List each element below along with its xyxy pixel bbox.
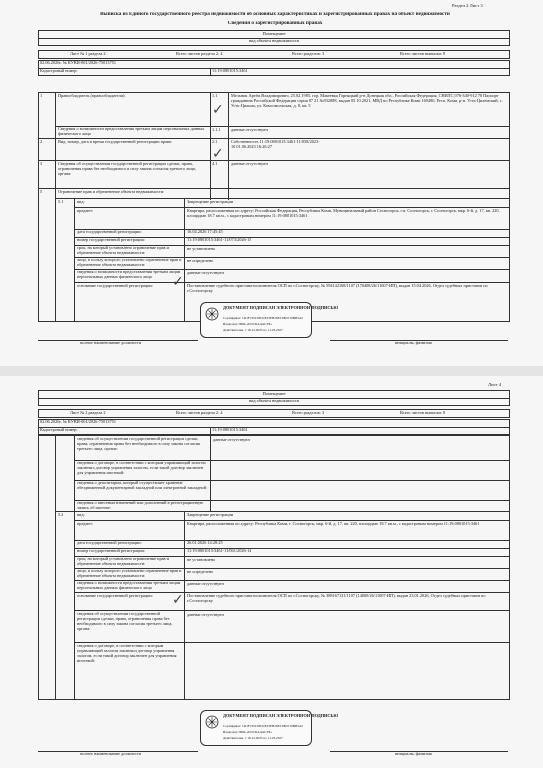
row1b-label: Сведения о возможности предоставления третьим лицам персональных данных физического лица	[58, 127, 205, 136]
stamp-title: ДОКУМЕНТ ПОДПИСАН ЭЛЕКТРОННОЙ ПОДПИСЬЮ	[223, 714, 339, 718]
sheet-1	[0, 0, 543, 366]
stamp-validity: Действителен: с 16.12.2025 по 11.03.2027	[223, 329, 283, 332]
r52-basis: Постановление судебного пристава-исполнителя ОСП по г.Сосногорску, № 388167131/1107 (14000/26/11007-ИП), выдан 23.01.2026, Отдел судебных приставов по г.Сосногорску	[187, 594, 486, 603]
r51-regnum-label: номер государственной регистрации:	[77, 238, 146, 242]
emblem-icon	[205, 307, 219, 321]
sheets-in-extract: Всего листов выписки: 8	[400, 411, 446, 415]
premises-label: Помещение	[262, 391, 286, 396]
cadastral-value: 11:19:0801015:3461	[212, 428, 248, 432]
b-label: сведения о договоре, в соответствии с которым управляющий залогом заключил договор управления залогом, если такой договор заключен для управления ипотекой:	[77, 461, 206, 475]
a-value: данные отсутствуют	[213, 438, 251, 442]
a-label: сведения об осуществлении государственной регистрации сделки, права, ограничения права без необходимого в силу закона согласия третьего лица, органа:	[77, 437, 200, 451]
e-signature-stamp	[200, 710, 339, 746]
row1b-sub: 1.1.1	[212, 128, 221, 132]
sheet-number: Лист № 1 раздела 2	[70, 52, 106, 56]
sheets-in-section: Всего листов раздела 2: 4	[176, 52, 223, 56]
date-number: 02.06.2026г. № КУВИ-001/2026-75013751	[40, 420, 117, 424]
r51-kind: Запрещение регистрации	[187, 200, 234, 204]
r51-basis: Постановление судебного пристава-исполнителя ОСП по г.Сосногорску, № 594142168/1107 (170408/26/11007-ИП), выдан 15.04.2026, Отдел судебных приставов по г.Сосногорску	[187, 284, 488, 293]
check-mark-icon: ✓	[212, 146, 224, 162]
r52-person-label: лицо, в пользу которого установлено ограничение прав и обременение объекта недвижимости:	[77, 569, 182, 578]
r51-regdate-label: дата государственной регистрации:	[77, 230, 142, 234]
object-type-caption: вид объекта недвижимости	[249, 399, 299, 403]
r51-number: 5.1	[58, 200, 64, 204]
r52-privacy: данные отсутствуют	[187, 582, 225, 586]
r51-subject: Квартира, расположенная по адресу: Российская Федерация, Республика Коми, Муниципальный район Сосногорск, г.п. Сосногорск, г. Сосногорск, мкр. 6-й, д. 17, кв. 220, площадью 18.7 кв.м., с кадастровым номером 11:19:0801015:3461	[187, 209, 500, 218]
row3-number: 3	[40, 162, 43, 166]
sheet-corner-label: Раздел 2 Лист 3	[452, 3, 483, 8]
row2-value: Собственность 11:19:0801015:3461-11/058/2023-10 01.06.2023 16:26:27	[231, 140, 320, 149]
sheets-in-extract: Всего листов выписки: 8	[400, 52, 446, 56]
e-signature-stamp	[200, 302, 339, 338]
e-value: данные отсутствуют	[187, 613, 225, 617]
row1-owner: Мельник Артём Владимирович, 25.02.1985, гор. Макеевка Горняцкий р-н Донецкая обл., Российская Федерация, СНИЛС 076-340-912 78 Паспорт гражданина Российской Федерации серия 87 21 №932088, выдан 05.10.2021, МВД по Республике Коми 169480, Респ. Коми, р-н. Усть-Цилемский, с. Усть-Цильма, ул. Комсомольская, д. 8, кв. 5	[231, 94, 503, 108]
sheet-corner-label: Лист 4	[488, 382, 502, 387]
r51-term-label: срок, на который установлено ограничение прав и обременение объекта недвижимости:	[77, 246, 169, 255]
premises-label: Помещение	[262, 31, 286, 36]
f-label: сведения о договоре, в соответствии с которым управляющий залогом заключил договор управления залогом, если такой договор заключен для управления ипотекой:	[77, 644, 177, 663]
row1-number: 1	[40, 94, 43, 98]
r51-person: не определено	[187, 259, 214, 263]
stamp-owner: Владелец: ППК «РОСКАДАСТР»	[223, 731, 273, 734]
signature-name-caption: инициалы, фамилия	[395, 341, 432, 345]
sections-total: Всего разделов: 3	[292, 52, 325, 56]
r52-kind-label: вид:	[77, 513, 85, 517]
document-title: Выписка из Единого государственного реестра недвижимости об основных характеристиках и зарегистрированных правах на объект недвижимости	[100, 12, 450, 17]
r51-regnum: 11:19:0801015:3461-11/073/2026-15	[187, 238, 252, 242]
cadastral-label: Кадастровый номер:	[40, 69, 78, 73]
check-mark-icon: ✓	[212, 102, 224, 118]
row3-value: данные отсутствуют	[231, 162, 269, 166]
signature-name-caption: инициалы, фамилия	[395, 752, 432, 756]
row1b-value: данные отсутствуют	[231, 128, 269, 132]
stamp-certificate: Сертификат: 1D1F720C6D32F43EB29EC6B2519BB3A5	[223, 725, 304, 728]
document-subtitle: Сведения о зарегистрированных правах	[227, 21, 323, 26]
r51-subject-label: предмет:	[77, 209, 94, 213]
page-separator	[0, 366, 543, 376]
date-number: 02.06.2026г. № КУВИ-001/2026-75013751	[40, 61, 117, 65]
stamp-certificate: Сертификат: 1D1F720C6D32F43EB29EC6B2519BB3A5	[223, 317, 304, 320]
r52-term-label: срок, на который установлено ограничение прав и обременение объекта недвижимости:	[77, 557, 169, 566]
sheet-number: Лист № 2 раздела 2	[70, 411, 106, 415]
r52-regnum-label: номер государственной регистрации:	[77, 549, 146, 553]
c-label: сведения о депозитарии, который осуществляет хранение обездвиженной документарной закладной или электронной закладной:	[77, 481, 208, 490]
signature-position-caption: полное наименование должности	[80, 752, 142, 756]
stamp-title: ДОКУМЕНТ ПОДПИСАН ЭЛЕКТРОННОЙ ПОДПИСЬЮ	[223, 306, 339, 310]
e-label: сведения об осуществлении государственной регистрации сделки, права, ограничения права без необходимого в силу закона согласия третьего лица, органа:	[77, 612, 173, 631]
check-mark-icon: ✓	[172, 592, 184, 608]
r52-regdate-label: дата государственной регистрации:	[77, 541, 142, 545]
r52-privacy-label: сведения о возможности предоставления третьим лицам персональных данных физического лица	[77, 581, 181, 590]
row3-label: Сведения об осуществлении государственной регистрации сделки, права, ограничения права без необходимого в силу закона согласия третьего лица, органа:	[58, 162, 196, 176]
row4-label: Ограничение прав и обременение объекта недвижимости:	[58, 190, 165, 194]
d-label: сведения о внесении изменений или дополнений в регистрационную запись об ипотеке:	[77, 501, 204, 510]
sheets-in-section: Всего листов раздела 2: 4	[176, 411, 223, 415]
r52-regnum: 11:19:0801015:3461-11/061/2026-14	[187, 549, 252, 553]
r52-kind: Запрещение регистрации	[187, 513, 234, 517]
row3-sub: 4.1	[212, 162, 218, 166]
row2-sub: 2.1	[212, 140, 218, 144]
row1-sub: 1.1	[212, 94, 218, 98]
r51-privacy: данные отсутствуют	[187, 271, 225, 275]
r52-subject-label: предмет:	[77, 522, 94, 526]
cadastral-value: 11:19:0801015:3461	[212, 69, 248, 73]
r51-regdate: 16.04.2026 17:45:45	[187, 230, 223, 234]
r52-number: 5.2	[58, 513, 64, 517]
emblem-icon	[205, 715, 219, 729]
object-type-caption: вид объекта недвижимости	[249, 39, 299, 43]
sections-total: Всего разделов: 3	[292, 411, 325, 415]
row2-number: 2	[40, 140, 43, 144]
stamp-owner: Владелец: ППК «РОСКАДАСТР»	[223, 323, 273, 326]
stamp-validity: Действителен: с 16.12.2025 по 11.03.2027	[223, 737, 283, 740]
r52-term: не установлено	[187, 558, 216, 562]
r51-kind-label: вид:	[77, 200, 85, 204]
r52-regdate: 26.01.2026 14:28:25	[187, 541, 223, 545]
signature-position-caption: полное наименование должности	[80, 341, 142, 345]
r51-person-label: лицо, в пользу которого установлено ограничение прав и обременение объекта недвижимости:	[77, 258, 182, 267]
r52-subject: Квартира, расположенная по адресу: Республика Коми, г. Сосногорск, мкр. 6-й, д. 17, кв. 220, площадью 18.7 кв.м., с кадастровым номером 11:19:0801015:3461	[187, 522, 480, 526]
sheet-2	[0, 376, 543, 768]
r51-privacy-label: сведения о возможности предоставления третьим лицам персональных данных физического лица	[77, 270, 181, 279]
r51-term: не установлено	[187, 247, 216, 251]
cadastral-label: Кадастровый номер:	[40, 428, 78, 432]
row1-label: Правообладатель (правообладатели):	[58, 94, 126, 98]
row2-label: Вид, номер, дата и время государственной регистрации права:	[58, 140, 173, 144]
check-mark-icon: ✓	[172, 274, 184, 290]
r52-person: не определено	[187, 570, 214, 574]
row4-number: 5	[40, 190, 43, 194]
r51-basis-label: основание государственной регистрации:	[77, 284, 153, 288]
r52-basis-label: основание государственной регистрации:	[77, 594, 153, 598]
